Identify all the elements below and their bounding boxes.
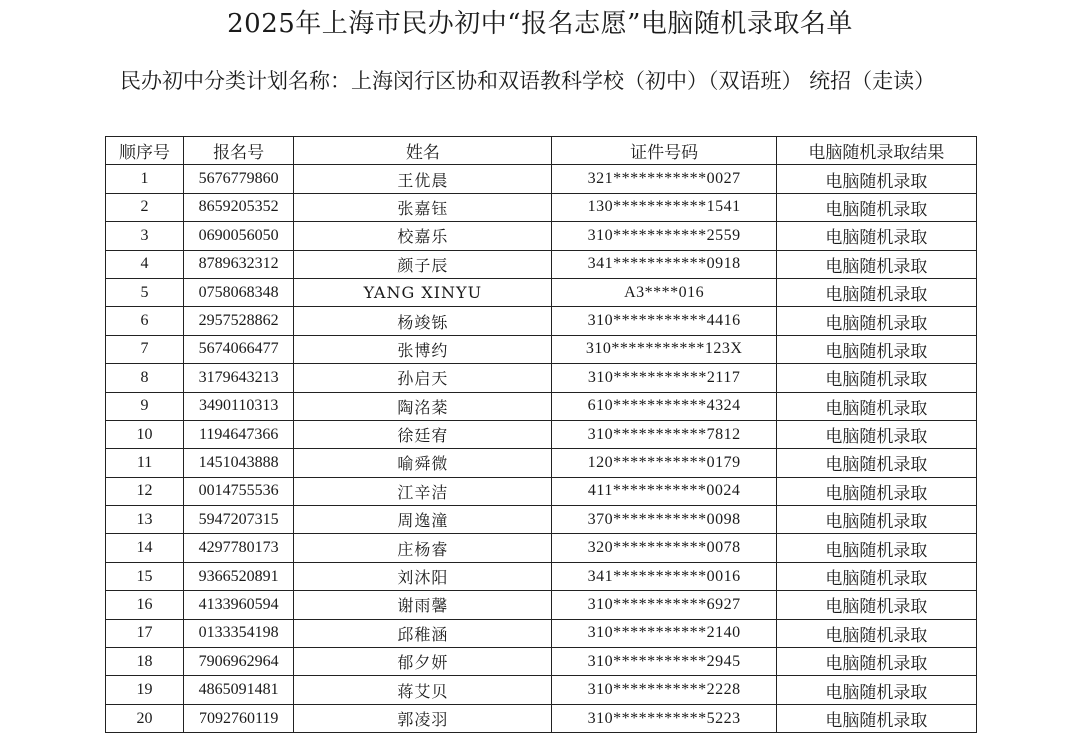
row-seq: 7 <box>106 335 184 363</box>
row-result: 电脑随机录取 <box>776 392 976 420</box>
row-id-number: 310***********2140 <box>552 619 776 647</box>
row-seq: 10 <box>106 420 184 448</box>
row-seq: 16 <box>106 591 184 619</box>
row-id-number: A3****016 <box>552 278 776 306</box>
row-name: 孙启天 <box>294 364 552 392</box>
row-name: 颜子辰 <box>294 250 552 278</box>
row-name: 谢雨馨 <box>294 591 552 619</box>
table-row <box>106 392 977 420</box>
row-registration-number: 4133960594 <box>184 591 294 619</box>
row-name: 徐廷宥 <box>294 420 552 448</box>
row-seq: 5 <box>106 278 184 306</box>
row-seq: 15 <box>106 562 184 590</box>
row-id-number: 310***********2945 <box>552 648 776 676</box>
row-registration-number: 8789632312 <box>184 250 294 278</box>
row-id-number: 310***********6927 <box>552 591 776 619</box>
row-result: 电脑随机录取 <box>776 449 976 477</box>
row-name: 庄杨睿 <box>294 534 552 562</box>
row-seq: 12 <box>106 477 184 505</box>
table-row <box>106 704 977 732</box>
row-id-number: 310***********5223 <box>552 704 776 732</box>
table-row <box>106 477 977 505</box>
row-result: 电脑随机录取 <box>776 534 976 562</box>
row-seq: 11 <box>106 449 184 477</box>
row-seq: 8 <box>106 364 184 392</box>
table-row <box>106 534 977 562</box>
table-row <box>106 619 977 647</box>
row-name: 喻舜微 <box>294 449 552 477</box>
row-registration-number: 0758068348 <box>184 278 294 306</box>
row-result: 电脑随机录取 <box>776 222 976 250</box>
row-id-number: 310***********123X <box>552 335 776 363</box>
header-registration-number: 报名号 <box>184 137 294 165</box>
row-id-number: 120***********0179 <box>552 449 776 477</box>
row-registration-number: 5947207315 <box>184 506 294 534</box>
header-name: 姓名 <box>294 137 552 165</box>
row-registration-number: 3490110313 <box>184 392 294 420</box>
row-result: 电脑随机录取 <box>776 676 976 704</box>
table-row <box>106 506 977 534</box>
table-row <box>106 591 977 619</box>
row-registration-number: 0690056050 <box>184 222 294 250</box>
row-name: 周逸潼 <box>294 506 552 534</box>
row-seq: 18 <box>106 648 184 676</box>
row-seq: 1 <box>106 165 184 193</box>
row-seq: 6 <box>106 307 184 335</box>
table-row <box>106 193 977 221</box>
row-seq: 13 <box>106 506 184 534</box>
row-seq: 9 <box>106 392 184 420</box>
row-result: 电脑随机录取 <box>776 591 976 619</box>
table-body <box>106 165 977 733</box>
row-name: 郭凌羽 <box>294 704 552 732</box>
admission-table <box>105 136 977 733</box>
row-seq: 14 <box>106 534 184 562</box>
table-row <box>106 250 977 278</box>
row-name: 邱稚涵 <box>294 619 552 647</box>
table-header-row <box>106 137 977 165</box>
row-result: 电脑随机录取 <box>776 335 976 363</box>
row-id-number: 341***********0918 <box>552 250 776 278</box>
row-registration-number: 5676779860 <box>184 165 294 193</box>
row-registration-number: 1451043888 <box>184 449 294 477</box>
row-registration-number: 7906962964 <box>184 648 294 676</box>
row-name: 杨竣铄 <box>294 307 552 335</box>
row-name: 张嘉钰 <box>294 193 552 221</box>
table-row <box>106 676 977 704</box>
row-name: 江辛洁 <box>294 477 552 505</box>
table-row <box>106 165 977 193</box>
row-name: YANG XINYU <box>294 278 552 306</box>
table-row <box>106 307 977 335</box>
document-title: 2025年上海市民办初中“报名志愿”电脑随机录取名单 <box>227 9 853 39</box>
row-result: 电脑随机录取 <box>776 704 976 732</box>
row-result: 电脑随机录取 <box>776 307 976 335</box>
row-id-number: 130***********1541 <box>552 193 776 221</box>
row-registration-number: 4297780173 <box>184 534 294 562</box>
row-registration-number: 1194647366 <box>184 420 294 448</box>
row-seq: 19 <box>106 676 184 704</box>
row-id-number: 321***********0027 <box>552 165 776 193</box>
row-id-number: 370***********0098 <box>552 506 776 534</box>
header-result: 电脑随机录取结果 <box>776 137 976 165</box>
row-result: 电脑随机录取 <box>776 278 976 306</box>
table-row <box>106 562 977 590</box>
row-result: 电脑随机录取 <box>776 506 976 534</box>
row-registration-number: 5674066477 <box>184 335 294 363</box>
row-seq: 4 <box>106 250 184 278</box>
row-id-number: 310***********4416 <box>552 307 776 335</box>
table-row <box>106 222 977 250</box>
row-result: 电脑随机录取 <box>776 619 976 647</box>
row-result: 电脑随机录取 <box>776 364 976 392</box>
row-registration-number: 3179643213 <box>184 364 294 392</box>
table-row <box>106 335 977 363</box>
row-name: 校嘉乐 <box>294 222 552 250</box>
row-result: 电脑随机录取 <box>776 562 976 590</box>
row-registration-number: 2957528862 <box>184 307 294 335</box>
row-id-number: 610***********4324 <box>552 392 776 420</box>
table-row <box>106 449 977 477</box>
row-registration-number: 0133354198 <box>184 619 294 647</box>
table-row <box>106 364 977 392</box>
row-result: 电脑随机录取 <box>776 648 976 676</box>
row-registration-number: 0014755536 <box>184 477 294 505</box>
row-id-number: 310***********2117 <box>552 364 776 392</box>
row-id-number: 310***********2559 <box>552 222 776 250</box>
header-seq: 顺序号 <box>106 137 184 165</box>
row-id-number: 341***********0016 <box>552 562 776 590</box>
row-name: 王优晨 <box>294 165 552 193</box>
plan-name: 民办初中分类计划名称：上海闵行区协和双语教科学校（初中）（双语班） 统招（走读） <box>120 69 936 93</box>
row-seq: 3 <box>106 222 184 250</box>
row-seq: 2 <box>106 193 184 221</box>
row-id-number: 411***********0024 <box>552 477 776 505</box>
row-name: 蒋艾贝 <box>294 676 552 704</box>
row-seq: 20 <box>106 704 184 732</box>
row-name: 郁夕妍 <box>294 648 552 676</box>
row-result: 电脑随机录取 <box>776 420 976 448</box>
row-result: 电脑随机录取 <box>776 193 976 221</box>
table-row <box>106 648 977 676</box>
row-registration-number: 7092760119 <box>184 704 294 732</box>
row-id-number: 320***********0078 <box>552 534 776 562</box>
row-name: 刘沐阳 <box>294 562 552 590</box>
row-registration-number: 9366520891 <box>184 562 294 590</box>
row-id-number: 310***********7812 <box>552 420 776 448</box>
row-result: 电脑随机录取 <box>776 165 976 193</box>
row-seq: 17 <box>106 619 184 647</box>
row-registration-number: 8659205352 <box>184 193 294 221</box>
table-row <box>106 278 977 306</box>
row-id-number: 310***********2228 <box>552 676 776 704</box>
row-registration-number: 4865091481 <box>184 676 294 704</box>
row-result: 电脑随机录取 <box>776 477 976 505</box>
row-name: 张博约 <box>294 335 552 363</box>
table-row <box>106 420 977 448</box>
row-result: 电脑随机录取 <box>776 250 976 278</box>
row-name: 陶洺棻 <box>294 392 552 420</box>
header-id-number: 证件号码 <box>552 137 776 165</box>
